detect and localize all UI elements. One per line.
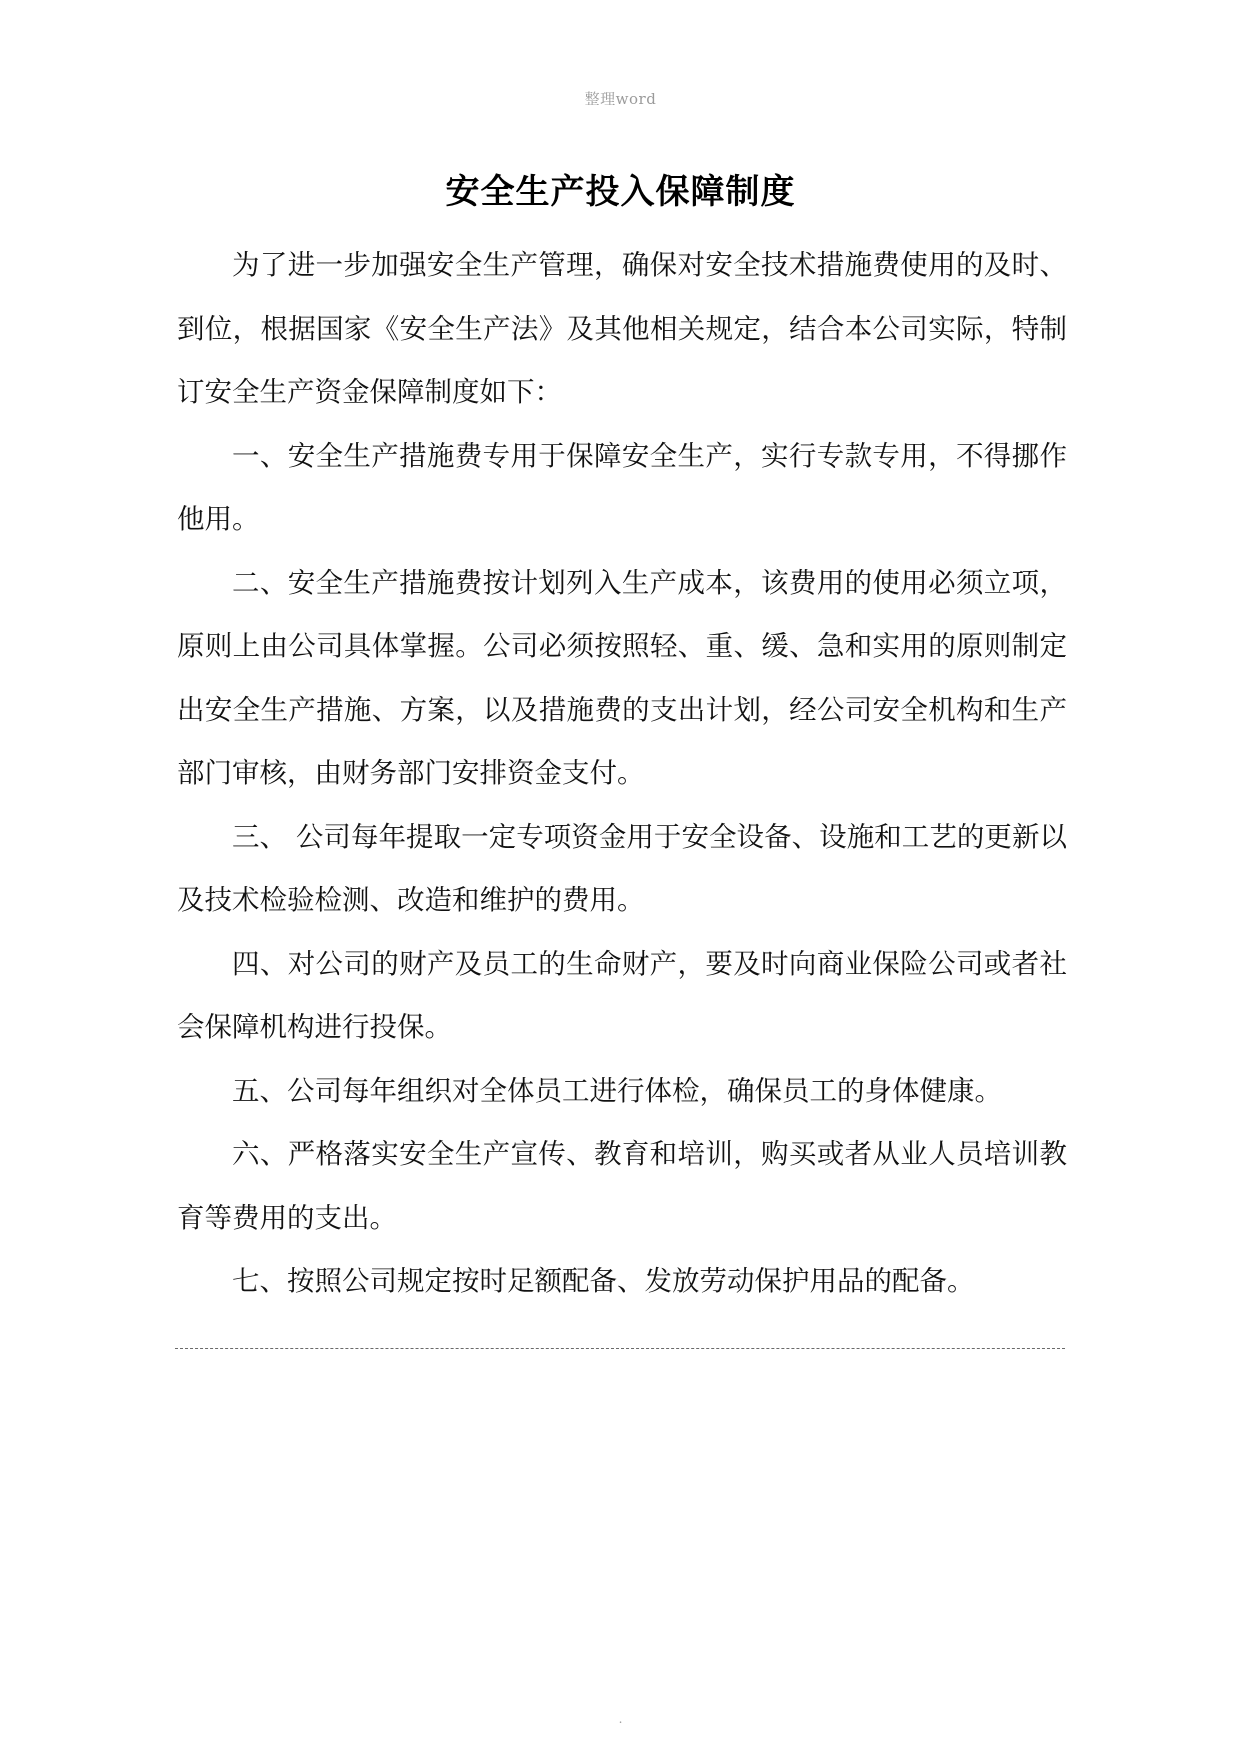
intro-paragraph: 为了进一步加强安全生产管理，确保对安全技术措施费使用的及时、到位，根据国家《安全生产法》及其他相关规定，结合本公司实际，特制订安全生产资金保障制度如下：: [177, 249, 1067, 408]
clause-6-paragraph: 六、严格落实安全生产宣传、教育和培训，购买或者从业人员培训教育等费用的支出。: [177, 1138, 1067, 1234]
document-title: 安全生产投入保障制度: [445, 172, 796, 212]
page-footer-mark: .: [618, 1712, 623, 1726]
page-header: 整理word: [584, 90, 657, 108]
clause-2-paragraph: 二、安全生产措施费按计划列入生产成本，该费用的使用必须立项，原则上由公司具体掌握。公司必须按照轻、重、缓、急和实用的原则制定出安全生产措施、方案，以及措施费的支出计划，经公司安全机构和生产部门审核，由财务部门安排资金支付。: [177, 566, 1067, 789]
clause-1-paragraph: 一、安全生产措施费专用于保障安全生产，实行专款专用，不得挪作他用。: [177, 439, 1067, 535]
clause-5-paragraph: 五、公司每年组织对全体员工进行体检，确保员工的身体健康。: [232, 1074, 1002, 1107]
clause-3-paragraph: 三、 公司每年提取一定专项资金用于安全设备、设施和工艺的更新以及技术检验检测、改造和维护的费用。: [177, 820, 1067, 916]
document-body: [177, 234, 1067, 1314]
clause-7-paragraph: 七、按照公司规定按时足额配备、发放劳动保护用品的配备。: [232, 1265, 975, 1297]
section-divider: [175, 1348, 1065, 1349]
clause-4-paragraph: 四、对公司的财产及员工的生命财产，要及时向商业保险公司或者社会保障机构进行投保。: [177, 947, 1067, 1043]
